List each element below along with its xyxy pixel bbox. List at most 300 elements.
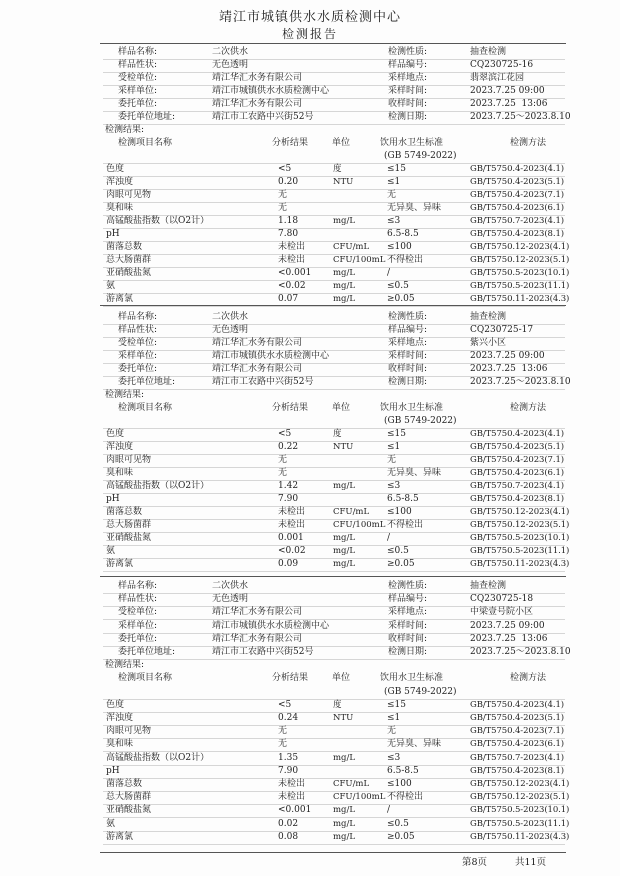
value-sampling-site: 翡翠滨江花园	[470, 73, 525, 83]
sample-block	[0, 311, 620, 581]
table-row	[103, 791, 570, 805]
cell-unit: 度	[333, 699, 342, 710]
cell-standard: ≤1	[387, 713, 401, 723]
cell-standard: /	[387, 268, 391, 278]
report-title: 检测报告	[281, 27, 338, 41]
cell-unit: mg/L	[333, 559, 356, 569]
cell-method: GB/T5750.11-2023(4.3)	[470, 559, 570, 569]
cell-item: pH	[106, 765, 120, 776]
value-sampling-site: 紫兴小区	[470, 338, 507, 348]
cell-method: GB/T5750.4-2023(8.1)	[470, 494, 564, 504]
cell-result: <0.001	[278, 268, 312, 278]
cell-standard: ≤0.5	[387, 546, 409, 556]
cell-result: 0.20	[278, 177, 299, 187]
cell-result: 无	[278, 190, 288, 200]
info-row	[103, 111, 571, 125]
table-row	[103, 480, 565, 494]
cell-unit: CFU/100mL	[333, 792, 386, 803]
cell-item: 总大肠菌群	[106, 520, 152, 530]
label-sampling-site: 采样地点:	[388, 338, 428, 348]
value-sample-name: 二次供水	[212, 47, 249, 57]
table-row	[103, 189, 565, 203]
cell-unit: mg/L	[333, 831, 356, 842]
label-sampling-time: 采样时间:	[388, 86, 428, 96]
cell-result: 未检出	[278, 520, 306, 530]
cell-item: 氨	[106, 818, 116, 829]
cell-result: 7.80	[278, 229, 299, 239]
label-test-date: 检测日期:	[388, 377, 428, 387]
cell-standard: 无	[387, 726, 397, 737]
cell-standard: ≤0.5	[387, 818, 409, 829]
label-sampling-unit: 采样单位:	[118, 351, 158, 361]
cell-standard: ≤3	[387, 752, 401, 763]
label-inspection-type: 检测性质:	[388, 47, 428, 57]
cell-result: 无	[278, 726, 288, 737]
label-client-address: 委托单位地址:	[118, 377, 176, 387]
label-sample-name: 样品名称:	[118, 312, 158, 322]
col-header-method: 检测方法	[510, 403, 547, 413]
cell-method: GB/T5750.12-2023(4.1)	[470, 507, 570, 517]
table-row	[103, 202, 565, 216]
col-header-unit: 单位	[332, 673, 351, 684]
value-sampling-time: 2023.7.25 09:00	[470, 86, 545, 96]
cell-unit: CFU/mL	[333, 242, 370, 252]
info-row	[103, 46, 565, 60]
value-test-date: 2023.7.25～2023.8.10	[470, 377, 571, 387]
table-row	[103, 254, 570, 268]
cell-item: 游离氯	[106, 294, 134, 304]
results-label: 检测结果:	[105, 660, 145, 671]
cell-result: 0.24	[278, 713, 299, 723]
cell-result: 0.02	[278, 818, 299, 829]
table-row	[103, 752, 565, 766]
table-row	[103, 215, 565, 229]
cell-item: pH	[106, 229, 120, 239]
label-sample-no: 样品编号:	[388, 325, 428, 335]
info-row	[103, 59, 565, 73]
cell-standard: 无异臭、异味	[387, 468, 442, 478]
value-client-address: 靖江市工农路中兴街52号	[212, 377, 314, 387]
cell-result: <5	[278, 429, 292, 439]
table-row	[103, 506, 570, 520]
sample-block	[0, 46, 620, 316]
value-sample-no: CQ230725-18	[470, 594, 534, 605]
cell-item: 总大肠菌群	[106, 255, 152, 265]
cell-method: GB/T5750.4-2023(8.1)	[470, 765, 564, 776]
cell-standard: 不得检出	[387, 255, 424, 265]
table-row	[103, 493, 565, 507]
table-row	[103, 831, 570, 845]
cell-method: GB/T5750.5-2023(11.1)	[470, 546, 570, 556]
col-header-standard-ref: (GB 5749-2022)	[384, 151, 457, 161]
cell-unit: mg/L	[333, 805, 356, 816]
value-sampling-time: 2023.7.25 09:00	[470, 620, 545, 631]
cell-standard: 6.5-8.5	[387, 494, 419, 504]
value-sampling-unit: 靖江市城镇供水水质检测中心	[212, 351, 330, 361]
label-receiving-time: 收样时间:	[388, 364, 428, 374]
value-sample-state: 无色透明	[212, 60, 249, 70]
results-row	[103, 389, 565, 402]
cell-method: GB/T5750.5-2023(11.1)	[470, 818, 570, 829]
value-test-date: 2023.7.25～2023.8.10	[470, 647, 571, 657]
cell-method: GB/T5750.5-2023(10.1)	[470, 805, 570, 816]
label-client-unit: 委托单位:	[118, 99, 158, 109]
value-client-unit: 靖江华汇水务有限公司	[212, 364, 303, 374]
col-header-standard: 饮用水卫生标准	[380, 138, 444, 148]
cell-method: GB/T5750.12-2023(5.1)	[470, 792, 570, 803]
cell-method: GB/T5750.12-2023(5.1)	[470, 255, 570, 265]
cell-item: 高锰酸盐指数（以O2计）	[106, 481, 210, 491]
table-header-row	[103, 402, 565, 415]
col-header-method: 检测方法	[510, 138, 547, 148]
info-row	[103, 350, 565, 364]
col-header-standard-ref: (GB 5749-2022)	[384, 416, 457, 426]
info-row	[103, 633, 565, 647]
cell-result: <5	[278, 699, 292, 710]
cell-standard: ≤100	[387, 507, 412, 517]
cell-standard: ≤1	[387, 177, 401, 187]
cell-method: GB/T5750.4-2023(4.1)	[470, 699, 564, 710]
info-row	[103, 363, 565, 377]
label-client-address: 委托单位地址:	[118, 112, 176, 122]
cell-method: GB/T5750.12-2023(4.1)	[470, 242, 570, 252]
col-header-item: 检测项目名称	[118, 403, 173, 413]
cell-item: 氨	[106, 546, 116, 556]
info-row	[103, 593, 565, 607]
value-inspection-type: 抽查检测	[470, 581, 507, 591]
value-client-unit: 靖江华汇水务有限公司	[212, 633, 303, 644]
cell-result: 1.35	[278, 752, 299, 763]
cell-result: <5	[278, 164, 292, 174]
cell-standard: 6.5-8.5	[387, 229, 419, 239]
label-test-date: 检测日期:	[388, 647, 428, 657]
value-inspected-unit: 靖江华汇水务有限公司	[212, 607, 303, 618]
block-separator	[100, 305, 566, 306]
cell-unit: mg/L	[333, 752, 356, 763]
cell-method: GB/T5750.4-2023(7.1)	[470, 190, 564, 200]
info-row	[103, 646, 571, 660]
cell-standard: 无	[387, 455, 397, 465]
table-row	[103, 454, 565, 468]
cell-method: GB/T5750.5-2023(10.1)	[470, 268, 570, 278]
table-row	[103, 241, 570, 255]
value-sample-name: 二次供水	[212, 581, 249, 591]
value-sample-no: CQ230725-16	[470, 60, 534, 70]
cell-item: 色度	[106, 429, 125, 439]
cell-result: 1.18	[278, 216, 299, 226]
cell-standard: ≤100	[387, 242, 412, 252]
cell-item: 浑浊度	[106, 177, 134, 187]
label-sampling-site: 采样地点:	[388, 73, 428, 83]
label-inspection-type: 检测性质:	[388, 312, 428, 322]
results-label: 检测结果:	[105, 390, 145, 400]
cell-standard: 无异臭、异味	[387, 739, 442, 750]
col-header-unit: 单位	[332, 403, 351, 413]
cell-method: GB/T5750.7-2023(4.1)	[470, 216, 564, 226]
cell-unit: NTU	[333, 442, 354, 452]
cell-unit: mg/L	[333, 216, 356, 226]
cell-method: GB/T5750.4-2023(6.1)	[470, 739, 564, 750]
table-row	[103, 532, 570, 546]
cell-method: GB/T5750.11-2023(4.3)	[470, 294, 570, 304]
cell-result: 无	[278, 739, 288, 750]
cell-item: 浑浊度	[106, 442, 134, 452]
cell-method: GB/T5750.4-2023(4.1)	[470, 164, 564, 174]
cell-item: 游离氯	[106, 831, 134, 842]
cell-unit: CFU/mL	[333, 779, 370, 789]
cell-item: 臭和味	[106, 739, 134, 750]
cell-result: 7.90	[278, 494, 299, 504]
cell-standard: ≥0.05	[387, 559, 415, 569]
cell-result: 未检出	[278, 792, 306, 803]
table-row	[103, 280, 570, 294]
label-sample-state: 样品性状:	[118, 60, 158, 70]
col-header-item: 检测项目名称	[118, 673, 173, 684]
value-client-address: 靖江市工农路中兴街52号	[212, 112, 314, 122]
cell-unit: NTU	[333, 177, 354, 187]
cell-item: pH	[106, 494, 120, 504]
col-header-result: 分析结果	[272, 138, 309, 148]
cell-standard: ≤15	[387, 699, 406, 710]
results-label: 检测结果:	[105, 125, 145, 135]
cell-method: GB/T5750.4-2023(7.1)	[470, 455, 564, 465]
cell-item: 高锰酸盐指数（以O2计）	[106, 216, 210, 226]
cell-standard: ≤15	[387, 164, 406, 174]
label-sampling-unit: 采样单位:	[118, 620, 158, 631]
cell-result: 7.90	[278, 765, 299, 776]
page-total: 共11页	[515, 857, 547, 868]
cell-result: 1.42	[278, 481, 299, 491]
label-sampling-time: 采样时间:	[388, 620, 428, 631]
col-header-unit: 单位	[332, 138, 351, 148]
info-row	[103, 324, 565, 338]
page-number: 第8页	[462, 857, 488, 868]
table-header-row	[103, 672, 565, 685]
label-sampling-time: 采样时间:	[388, 351, 428, 361]
value-receiving-time: 2023.7.25 13:06	[470, 364, 548, 374]
block-separator	[100, 576, 566, 577]
info-row	[103, 580, 565, 594]
cell-standard: 无	[387, 190, 397, 200]
table-row	[103, 712, 565, 726]
label-sampling-unit: 采样单位:	[118, 86, 158, 96]
cell-unit: mg/L	[333, 533, 356, 543]
table-row	[103, 519, 570, 533]
col-header-result: 分析结果	[272, 403, 309, 413]
label-sample-no: 样品编号:	[388, 60, 428, 70]
cell-standard: 6.5-8.5	[387, 765, 419, 776]
table-row	[103, 765, 565, 779]
cell-unit: mg/L	[333, 818, 356, 829]
col-header-standard: 饮用水卫生标准	[380, 673, 444, 684]
table-header-row	[103, 137, 565, 150]
cell-standard: ≤100	[387, 779, 412, 789]
cell-item: 菌落总数	[106, 507, 143, 517]
cell-unit: CFU/100mL	[333, 255, 386, 265]
cell-item: 菌落总数	[106, 242, 143, 252]
cell-item: 浑浊度	[106, 713, 134, 723]
cell-unit: CFU/100mL	[333, 520, 386, 530]
cell-item: 色度	[106, 164, 125, 174]
table-row	[103, 778, 570, 792]
table-row	[103, 228, 565, 242]
table-header-subrow	[103, 415, 565, 429]
cell-method: GB/T5750.4-2023(8.1)	[470, 229, 564, 239]
cell-result: 0.22	[278, 442, 299, 452]
value-sampling-site: 中梁壹号院小区	[470, 607, 534, 618]
table-row	[103, 725, 565, 739]
cell-unit: CFU/mL	[333, 507, 370, 517]
org-title: 靖江市城镇供水水质检测中心	[218, 10, 401, 25]
cell-result: 无	[278, 203, 288, 213]
label-sampling-site: 采样地点:	[388, 607, 428, 618]
label-sample-state: 样品性状:	[118, 325, 158, 335]
cell-method: GB/T5750.4-2023(6.1)	[470, 203, 564, 213]
info-row	[103, 85, 565, 99]
cell-result: 0.09	[278, 559, 299, 569]
cell-standard: ≥0.05	[387, 831, 415, 842]
cell-item: 臭和味	[106, 203, 134, 213]
value-inspection-type: 抽查检测	[470, 312, 507, 322]
cell-result: 未检出	[278, 507, 306, 517]
col-header-standard-ref: (GB 5749-2022)	[384, 686, 457, 697]
cell-method: GB/T5750.4-2023(7.1)	[470, 726, 564, 737]
cell-item: 总大肠菌群	[106, 792, 152, 803]
cell-result: 0.001	[278, 533, 304, 543]
cell-item: 菌落总数	[106, 779, 143, 789]
value-sampling-unit: 靖江市城镇供水水质检测中心	[212, 86, 330, 96]
cell-standard: /	[387, 533, 391, 543]
value-receiving-time: 2023.7.25 13:06	[470, 633, 548, 644]
info-row	[103, 311, 565, 325]
cell-item: 亚硝酸盐氮	[106, 268, 152, 278]
cell-method: GB/T5750.7-2023(4.1)	[470, 752, 564, 763]
cell-standard: /	[387, 805, 391, 816]
label-test-date: 检测日期:	[388, 112, 428, 122]
label-sample-name: 样品名称:	[118, 47, 158, 57]
cell-method: GB/T5750.5-2023(10.1)	[470, 533, 570, 543]
value-sample-no: CQ230725-17	[470, 325, 534, 335]
table-row	[103, 738, 565, 752]
value-inspection-type: 抽查检测	[470, 47, 507, 57]
cell-result: 0.08	[278, 831, 299, 842]
value-sample-state: 无色透明	[212, 594, 249, 605]
value-inspected-unit: 靖江华汇水务有限公司	[212, 338, 303, 348]
results-row	[103, 124, 565, 137]
value-receiving-time: 2023.7.25 13:06	[470, 99, 548, 109]
cell-standard: ≤15	[387, 429, 406, 439]
results-row	[103, 659, 565, 672]
block-separator	[100, 852, 566, 853]
table-row	[103, 545, 570, 559]
cell-result: 未检出	[278, 779, 306, 789]
table-row	[103, 818, 570, 832]
title-rule	[100, 43, 566, 44]
label-inspected-unit: 受检单位:	[118, 338, 158, 348]
label-receiving-time: 收样时间:	[388, 633, 428, 644]
cell-result: 未检出	[278, 242, 306, 252]
sample-block	[0, 580, 620, 850]
cell-method: GB/T5750.7-2023(4.1)	[470, 481, 564, 491]
cell-item: 氨	[106, 281, 116, 291]
label-sample-state: 样品性状:	[118, 594, 158, 605]
cell-standard: 无异臭、异味	[387, 203, 442, 213]
cell-item: 臭和味	[106, 468, 134, 478]
table-row	[103, 558, 570, 572]
cell-item: 色度	[106, 699, 125, 710]
cell-item: 游离氯	[106, 559, 134, 569]
value-sample-name: 二次供水	[212, 312, 249, 322]
cell-item: 肉眼可见物	[106, 455, 152, 465]
cell-item: 亚硝酸盐氮	[106, 805, 152, 816]
cell-method: GB/T5750.12-2023(4.1)	[470, 779, 570, 789]
value-sampling-unit: 靖江市城镇供水水质检测中心	[212, 620, 330, 631]
cell-standard: ≥0.05	[387, 294, 415, 304]
table-header-subrow	[103, 686, 565, 700]
cell-result: 未检出	[278, 255, 306, 265]
value-client-unit: 靖江华汇水务有限公司	[212, 99, 303, 109]
cell-item: 肉眼可见物	[106, 190, 152, 200]
info-row	[103, 620, 565, 634]
cell-result: 无	[278, 468, 288, 478]
table-row	[103, 467, 565, 481]
col-header-method: 检测方法	[510, 673, 547, 684]
cell-result: <0.02	[278, 546, 306, 556]
label-inspected-unit: 受检单位:	[118, 73, 158, 83]
value-client-address: 靖江市工农路中兴街52号	[212, 647, 314, 657]
label-client-unit: 委托单位:	[118, 633, 158, 644]
value-inspected-unit: 靖江华汇水务有限公司	[212, 73, 303, 83]
cell-standard: ≤3	[387, 216, 401, 226]
cell-item: 亚硝酸盐氮	[106, 533, 152, 543]
table-row	[103, 163, 565, 177]
cell-unit: mg/L	[333, 481, 356, 491]
cell-method: GB/T5750.4-2023(5.1)	[470, 177, 564, 187]
cell-standard: ≤1	[387, 442, 401, 452]
cell-method: GB/T5750.4-2023(5.1)	[470, 442, 564, 452]
value-sample-state: 无色透明	[212, 325, 249, 335]
value-sampling-time: 2023.7.25 09:00	[470, 351, 545, 361]
label-client-unit: 委托单位:	[118, 364, 158, 374]
col-header-standard: 饮用水卫生标准	[380, 403, 444, 413]
col-header-result: 分析结果	[272, 673, 309, 684]
cell-unit: 度	[333, 164, 342, 174]
cell-unit: mg/L	[333, 268, 356, 278]
table-row	[103, 428, 565, 442]
cell-standard: 不得检出	[387, 792, 424, 803]
cell-method: GB/T5750.11-2023(4.3)	[470, 831, 570, 842]
cell-method: GB/T5750.4-2023(6.1)	[470, 468, 564, 478]
info-row	[103, 606, 565, 620]
cell-result: <0.001	[278, 805, 312, 816]
cell-standard: 不得检出	[387, 520, 424, 530]
info-row	[103, 98, 565, 112]
cell-unit: NTU	[333, 713, 354, 723]
cell-result: <0.02	[278, 281, 306, 291]
cell-method: GB/T5750.4-2023(4.1)	[470, 429, 564, 439]
label-sample-name: 样品名称:	[118, 581, 158, 591]
table-row	[103, 804, 570, 818]
col-header-item: 检测项目名称	[118, 138, 173, 148]
label-client-address: 委托单位地址:	[118, 647, 176, 657]
cell-result: 无	[278, 455, 288, 465]
cell-standard: ≤3	[387, 481, 401, 491]
info-row	[103, 337, 565, 351]
cell-standard: ≤0.5	[387, 281, 409, 291]
cell-unit: mg/L	[333, 546, 356, 556]
info-row	[103, 376, 571, 390]
label-sample-no: 样品编号:	[388, 594, 428, 605]
